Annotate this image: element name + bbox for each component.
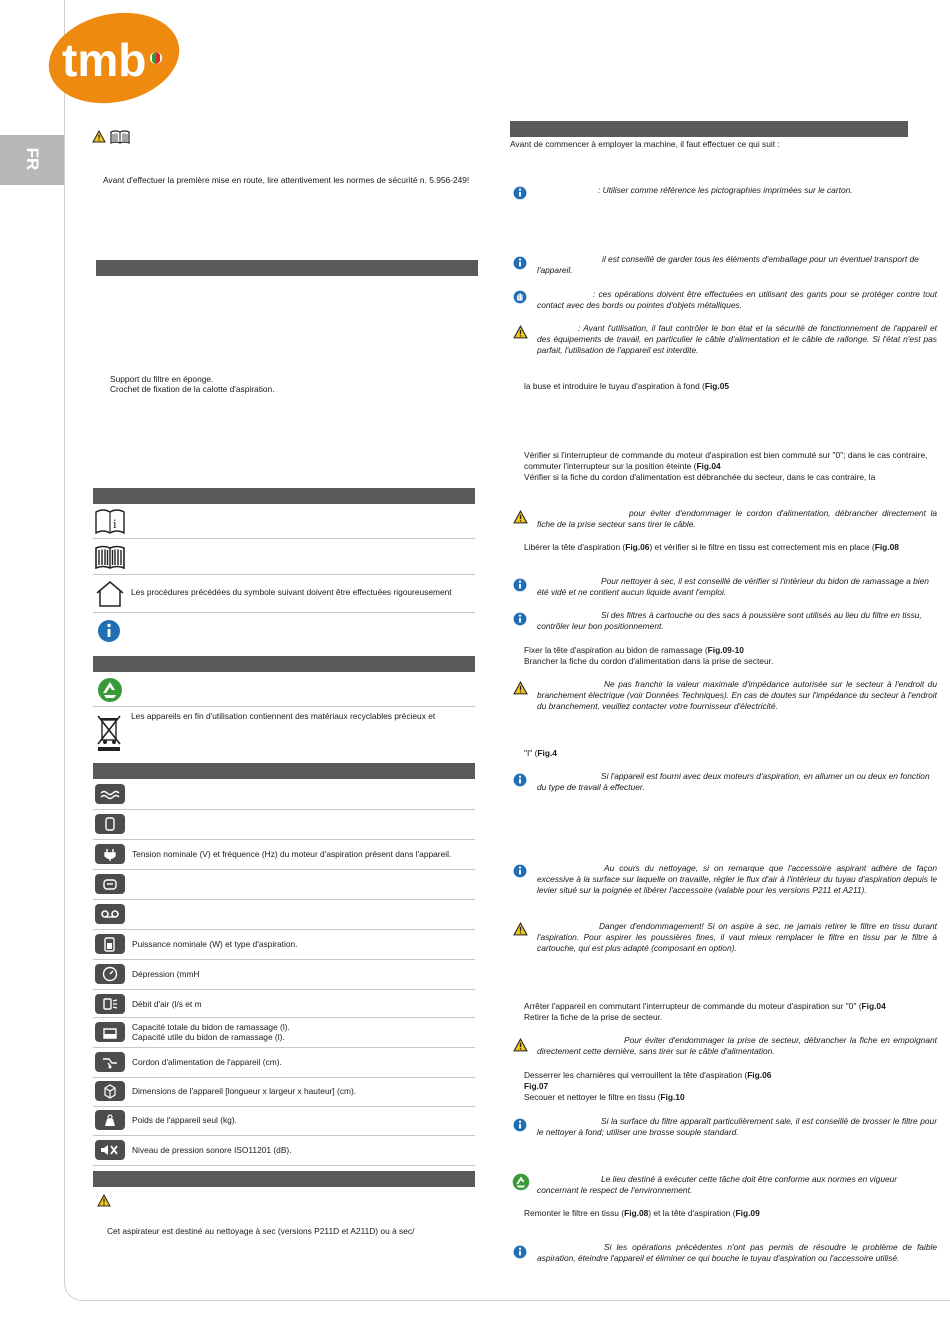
- info-icon: [513, 612, 527, 628]
- weee-bin-icon: [96, 712, 122, 754]
- part-label-1: Support du filtre en éponge.: [110, 374, 214, 384]
- tech-data-label: Capacité utile du bidon de ramassage (l).: [132, 1032, 285, 1042]
- weee-text: Les appareils en fin d'utilisation contiennent des matériaux recyclables précieux et: [131, 711, 436, 721]
- cassette-icon: [95, 904, 125, 924]
- tech-data-row: [93, 1019, 475, 1048]
- recycle-icon: [96, 677, 124, 705]
- plug-warning: pour éviter d'endommager le cordon d'alimentation, débrancher directement la fiche de la prise secteur sans tirer le câble.: [537, 508, 937, 529]
- release-head-instruction: Libérer la tête d'aspiration (Fig.06) et vérifier si le filtre en tissu est correctement mis en place (Fig.08: [524, 542, 899, 552]
- nozzle-instruction: la buse et introduire le tuyau d'aspiration à fond (Fig.05: [524, 381, 730, 391]
- packaging-note: il est conseillé de garder tous les éléments d'emballage pour un éventuel transport de l'appareil.: [537, 254, 919, 275]
- info-icon: [97, 619, 121, 645]
- divider: [93, 574, 475, 575]
- tech-data-label: Cordon d'alimentation de l'appareil (cm).: [132, 1057, 282, 1067]
- section-header-bar: [96, 260, 478, 276]
- divider: [93, 538, 475, 539]
- sound-icon: [95, 1140, 125, 1160]
- water-icon: [95, 784, 125, 804]
- tech-data-header-bar: [93, 763, 475, 779]
- recycle-icon: [511, 1173, 531, 1193]
- weight-icon: [95, 1110, 125, 1130]
- safety-intro: Avant d'effectuer la première mise en route, lire attentivement les normes de sécurité n. 5.956-249!: [103, 175, 470, 185]
- tech-data-row: [93, 1049, 475, 1078]
- switch-on-instruction: "I" (Fig.4: [524, 748, 557, 758]
- tech-data-label: Débit d'air (l/s et m: [132, 999, 202, 1009]
- tech-data-row: [93, 781, 475, 810]
- info-icon: [513, 186, 527, 202]
- tech-data-label: Capacité totale du bidon de ramassage (l).: [132, 1022, 290, 1032]
- info-icon: [513, 864, 527, 880]
- unplug-warning: Pour éviter d'endommager la prise de secteur, débrancher la fiche en empoignant directement cette dernière, sans tirer sur le câble d'alimentation.: [537, 1035, 937, 1056]
- motor-icon: [95, 874, 125, 894]
- tech-data-row: [93, 931, 475, 960]
- warning-icon: [97, 1194, 111, 1209]
- troubleshooting-note: Si les opérations précédentes n'ont pas permis de résoudre le problème de faible aspiration, éteindre l'appareil et éliminer ce qui bouche le tuyau d'aspiration ou l'accessoire utilisé.: [537, 1242, 937, 1263]
- container-icon: [95, 1022, 125, 1042]
- manual-icon: [110, 130, 130, 146]
- impedance-warning: Ne pas franchir la valeur maximale d'impédance autorisée sur le secteur à l'endroit du branchement électrique (voir Données Techniques). En cas de doutes sur l'impédance du secteur à l'endroit du branchement, veuillez contacter votre fournisseur d'électricité.: [537, 679, 937, 711]
- warning-icon: [513, 922, 528, 938]
- house-symbol-text: Les procédures précédées du symbole suivant doivent être effectuées rigoureusement: [131, 587, 452, 597]
- tech-data-row: [93, 871, 475, 900]
- tank-icon: [95, 814, 125, 834]
- box-icon: [95, 1081, 125, 1101]
- tmb-logo: [48, 6, 180, 106]
- stop-instruction: Arrêter l'appareil en commutant l'interrupteur de commande du moteur d'aspiration sur "0" (Fig.04 Retirer la fiche de la prise de secteur.: [524, 1001, 886, 1022]
- preparation-intro: Avant de commencer à employer la machine, il faut effectuer ce qui suit :: [510, 139, 780, 149]
- attach-head-instruction: Fixer la tête d'aspiration au bidon de ramassage (Fig.09-10 Brancher la fiche du cordon d'alimentation dans la prise de secteur.: [524, 645, 774, 666]
- tech-data-row: [93, 841, 475, 870]
- power-icon: [95, 934, 125, 954]
- tech-data-row: [93, 991, 475, 1018]
- tech-data-row: [93, 901, 475, 930]
- tech-data-row: [93, 961, 475, 990]
- warning-icon: [513, 510, 528, 526]
- info-icon: [513, 773, 527, 789]
- house-icon: [95, 580, 125, 609]
- gloves-note: : ces opérations doivent être effectuées en utilisant des gants pour se protéger contre tout contact avec des bords ou pointes d'objets métalliques.: [537, 289, 937, 310]
- tech-data-row: [93, 811, 475, 840]
- preparation-header-bar: [510, 121, 908, 137]
- manual-book-icon: [95, 545, 125, 571]
- safety-check-note: : Avant l'utilisation, il faut contrôler le bon état et la sécurité de fonctionnement de l'appareil et des équipements de travail, en particulier le câble d'alimentation et le câble de rallonge. Si l'état n'est pas parfait, l'utilisation de l'appareil est interdite.: [537, 323, 937, 355]
- symbols-header-bar: [93, 488, 475, 504]
- plug-icon: [95, 844, 125, 864]
- gauge-icon: [95, 964, 125, 984]
- tech-data-row: [93, 1107, 475, 1136]
- warning-icon: [513, 325, 528, 341]
- divider: [93, 612, 475, 613]
- tech-data-label: Tension nominale (V) et fréquence (Hz) du moteur d'aspiration présent dans l'appareil.: [132, 849, 452, 859]
- divider: [93, 706, 475, 707]
- tech-data-label: Puissance nominale (W) et type d'aspiration.: [132, 939, 298, 949]
- tech-data-label: Niveau de pression sonore ISO11201 (dB).: [132, 1145, 292, 1155]
- manual-info-icon: [95, 508, 125, 536]
- warning-icon: [513, 681, 528, 697]
- svg-text:tmb: tmb: [62, 34, 147, 86]
- gloves-icon: [513, 290, 527, 306]
- intended-use-header-bar: [93, 1171, 475, 1187]
- warning-icon: [92, 130, 106, 145]
- info-icon: [513, 1245, 527, 1261]
- svg-text:i: i: [113, 516, 117, 531]
- recycling-header-bar: [93, 656, 475, 672]
- environment-note: Le lieu destiné à exécuter cette tâche doit être conforme aux normes en vigueur concernant le respect de l'environnement.: [537, 1174, 898, 1195]
- filter-damage-warning: Danger d'endommagement! Si on aspire à sec, ne jamais retirer le filtre en tissu durant l'aspiration. Pour aspirer les poussières fines, il vaut mieux remplacer le filtre en tissu par le filtre à cartouche, qui est plus adapté (composant en option).: [537, 921, 937, 953]
- tech-data-label: Dimensions de l'appareil [longueur x largeur x hauteur] (cm).: [132, 1086, 357, 1096]
- tech-data-label: Dépression (mmH: [132, 969, 200, 979]
- airflow-note: Au cours du nettoyage, si on remarque que l'accessoire aspirant adhère de façon excessive à la surface sur laquelle on travaille, régler le flux d'air à l'intérieur du tuyau d'aspiration depuis le levier situé sur la poignée et libérer l'accessoire (valable pour les versions P211 et A211).: [537, 863, 937, 895]
- reassemble-instruction: Remonter le filtre en tissu (Fig.08) et la tête d'aspiration (Fig.09: [524, 1208, 760, 1218]
- tech-data-label: Poids de l'appareil seul (kg).: [132, 1115, 237, 1125]
- airflow-icon: [95, 994, 125, 1014]
- warning-icon: [513, 1038, 528, 1054]
- tech-data-row: [93, 1078, 475, 1107]
- unpacking-note: : Utiliser comme référence les pictographies imprimées sur le carton.: [598, 185, 853, 195]
- tech-data-row: [93, 1137, 475, 1166]
- info-icon: [513, 578, 527, 594]
- filter-note: Si des filtres à cartouche ou des sacs à poussière sont utilisés au lieu du filtre en tissu, contrôler leur bon positionnement.: [537, 610, 922, 631]
- switch-instruction: Vérifier si l'interrupteur de commande du moteur d'aspiration est bien commuté sur "0"; dans le cas contraire, commuter l'interrupteur sur la position éteinte (Fig.04 Vérifier si la fiche du cordon d'alimentation est débranchée du secteur, dans le cas contraire, la: [524, 450, 928, 482]
- part-label-2: Crochet de fixation de la calotte d'aspiration.: [110, 384, 275, 394]
- cable-icon: [95, 1052, 125, 1072]
- language-tab: FR: [0, 135, 64, 185]
- intended-use-text: Cet aspirateur est destiné au nettoyage à sec (versions P211D et A211D) ou à sec/: [107, 1226, 415, 1236]
- dry-cleaning-note: Pour nettoyer à sec, il est conseillé de vérifier si l'intérieur du bidon de ramassage a bien été vidé et ne contient aucun liquide avant l'emploi.: [537, 576, 929, 597]
- info-icon: [513, 256, 527, 272]
- two-motors-note: Si l'appareil est fourni avec deux moteurs d'aspiration, en allumer un ou deux en fonction du type de travail à effectuer.: [537, 771, 930, 792]
- filter-cleaning-instruction: Desserrer les charnières qui verrouillent la tête d'aspiration (Fig.06 Fig.07 Secouer et nettoyer le filtre en tissu (Fig.10: [524, 1070, 772, 1102]
- info-icon: [513, 1118, 527, 1134]
- brush-filter-note: Si la surface du filtre apparaît particulièrement sale, il est conseillé de brosser le filtre pour le nettoyer à fond; utiliser une brosse souple standard.: [537, 1116, 937, 1137]
